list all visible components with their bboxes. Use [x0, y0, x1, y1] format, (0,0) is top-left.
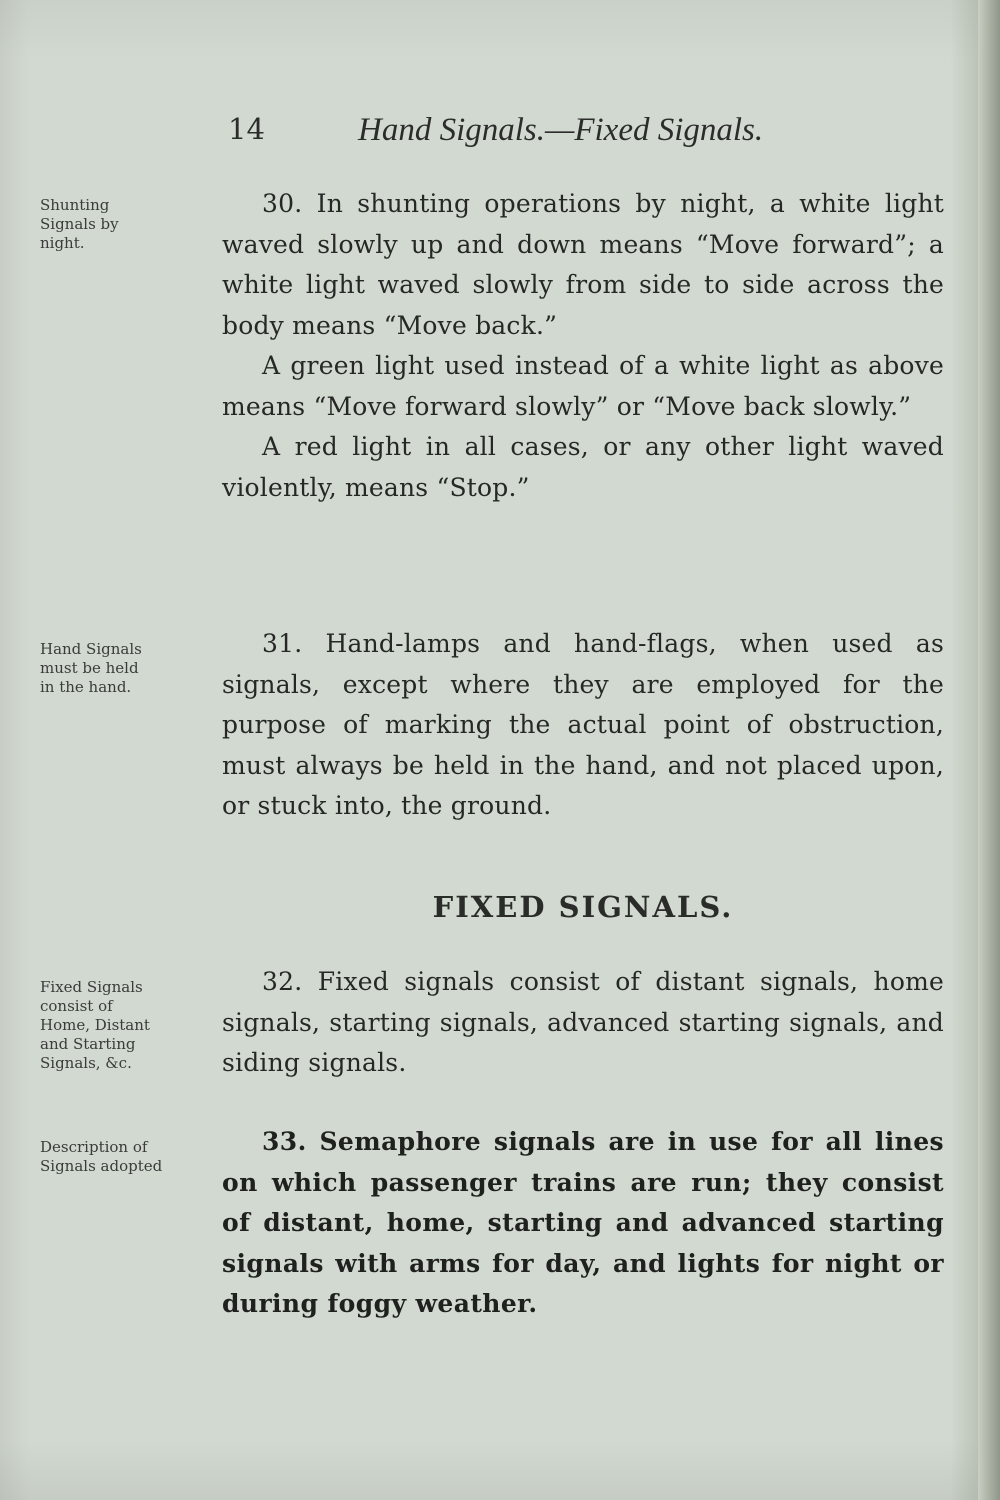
- running-title: Hand Signals.—Fixed Signals.: [358, 112, 764, 148]
- rule-30-paragraph-2: A green light used instead of a white light as above means “Move forward slowly” or “Move back slowly.”: [222, 351, 944, 421]
- rule-33: [222, 1122, 944, 1325]
- side-note-shunting: Shunting Signals by night.: [40, 196, 119, 252]
- rule-30: [222, 184, 944, 508]
- rule-30-paragraph-1: 30. In shunting operations by night, a white light waved slowly up and down means “Move forward”; a white light waved slowly from side to side across the body means “Move back.”: [222, 189, 944, 340]
- rule-32: [222, 962, 944, 1084]
- rule-33-paragraph: 33. Semaphore signals are in use for all lines on which passenger trains are run; they consist of distant, home, starting and advanced starting signals with arms for day, and lights for night or during foggy weather.: [222, 1127, 944, 1318]
- page-number: 14: [228, 112, 265, 146]
- rule-31: [222, 624, 944, 827]
- rule-32-paragraph: 32. Fixed signals consist of distant signals, home signals, starting signals, advanced starting signals, and siding signals.: [222, 967, 944, 1077]
- rule-31-paragraph: 31. Hand-lamps and hand-flags, when used as signals, except where they are employed for the purpose of marking the actual point of obstruction, must always be held in the hand, and not placed upon, or stuck into, the ground.: [222, 629, 944, 820]
- side-note-fixed-signals: Fixed Signals consist of Home, Distant and Starting Signals, &c.: [40, 978, 150, 1072]
- section-heading: FIXED SIGNALS.: [432, 890, 734, 924]
- page-header: [228, 112, 848, 156]
- side-note-description: Description of Signals adopted: [40, 1138, 163, 1175]
- rule-30-paragraph-3: A red light in all cases, or any other light waved violently, means “Stop.”: [222, 432, 944, 502]
- page-edge: [978, 0, 1000, 1500]
- side-note-hand-signals: Hand Signals must be held in the hand.: [40, 640, 142, 696]
